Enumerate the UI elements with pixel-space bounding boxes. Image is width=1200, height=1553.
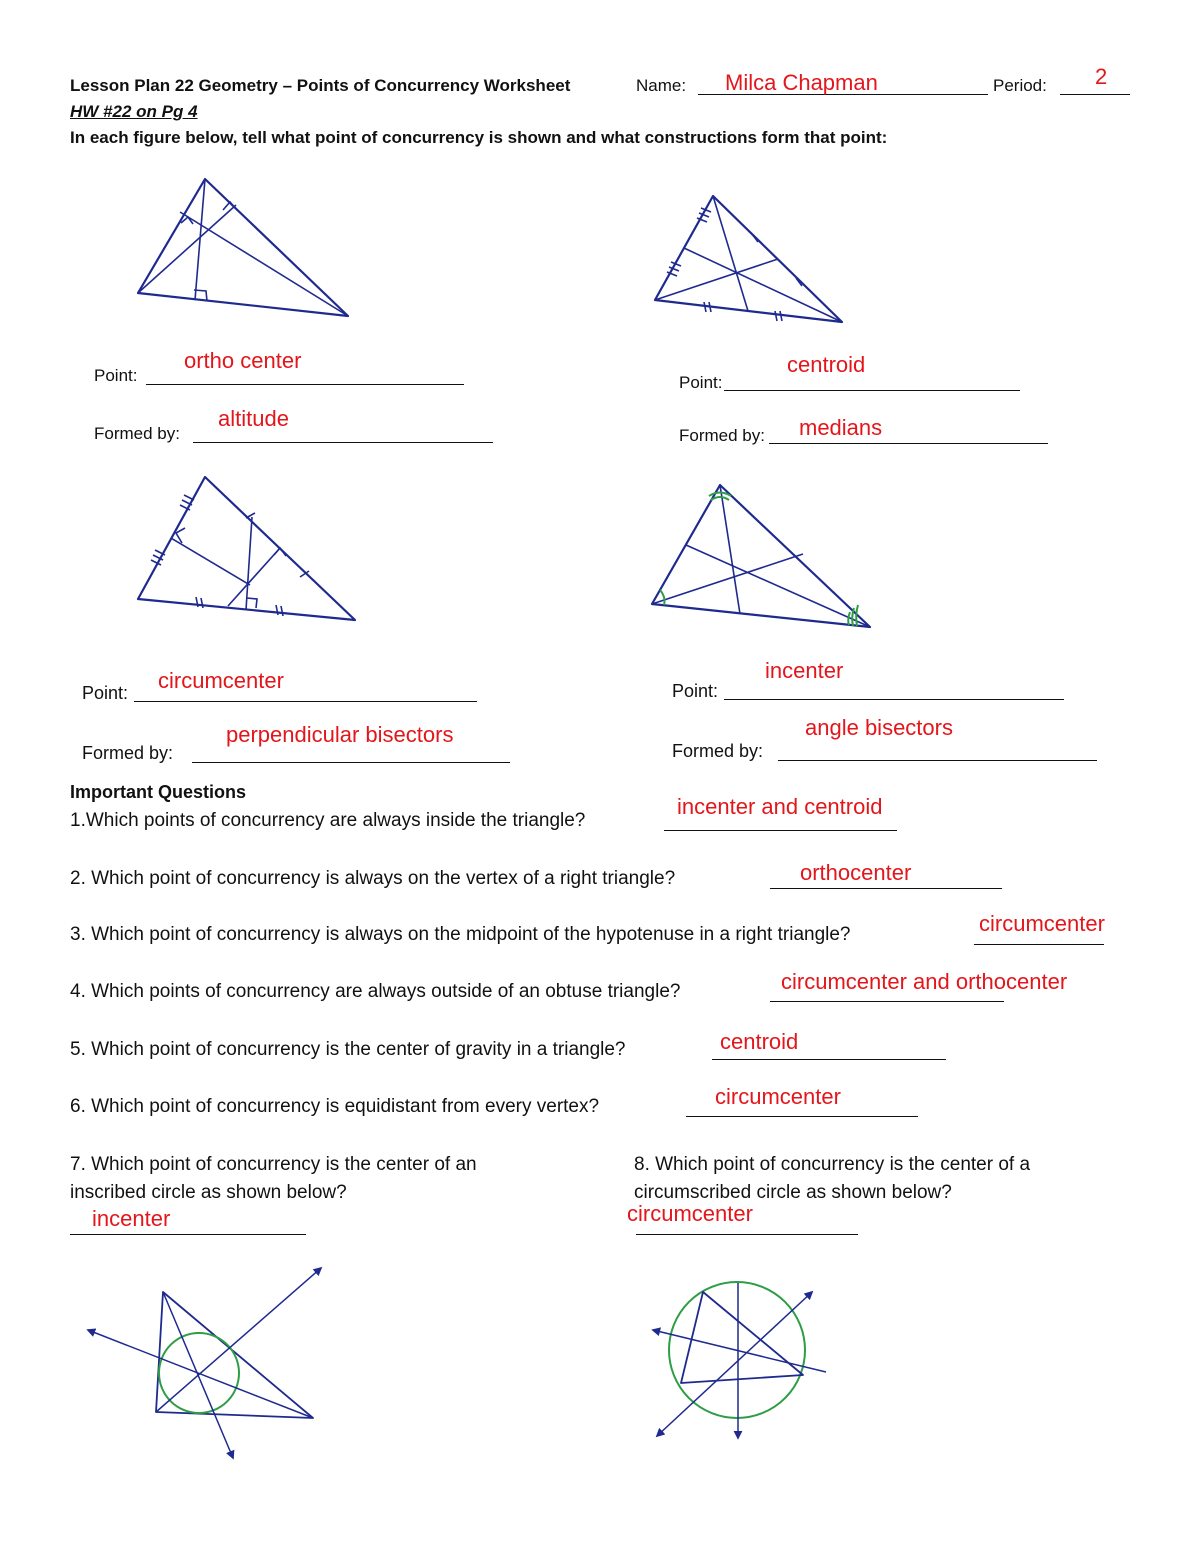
period-label: Period: [993, 76, 1047, 95]
question-7-line2: inscribed circle as shown below? [70, 1182, 347, 1203]
question-2-answer[interactable]: orthocenter [800, 860, 912, 885]
homework-note: HW #22 on Pg 4 [70, 102, 198, 121]
question-5-answer[interactable]: centroid [720, 1029, 799, 1054]
question-3: 3. Which point of concurrency is always on the midpoint of the hypotenuse in a right triangle? [70, 924, 851, 945]
fig4-formed-label: Formed by: [672, 741, 764, 761]
fig2-point-label: Point: [679, 373, 723, 392]
question-2: 2. Which point of concurrency is always on the vertex of a right triangle? [70, 868, 676, 889]
name-label: Name: [636, 76, 687, 95]
worksheet-title: Lesson Plan 22 Geometry – Points of Concurrency Worksheet [70, 76, 571, 95]
fig2-formed-answer[interactable]: medians [799, 415, 883, 440]
question-4-answer[interactable]: circumcenter and orthocenter [781, 969, 1068, 994]
questions-heading: Important Questions [70, 782, 247, 802]
fig4-point-label: Point: [672, 681, 719, 701]
question-1-answer[interactable]: incenter and centroid [677, 794, 883, 819]
question-7-answer[interactable]: incenter [92, 1206, 171, 1231]
fig3-formed-answer[interactable]: perpendicular bisectors [226, 722, 454, 747]
instructions: In each figure below, tell what point of concurrency is shown and what constructions form that point: [70, 128, 888, 147]
period-answer[interactable]: 2 [1095, 64, 1108, 89]
fig3-point-answer[interactable]: circumcenter [158, 668, 284, 693]
fig1-point-answer[interactable]: ortho center [184, 348, 302, 373]
question-5: 5. Which point of concurrency is the center of gravity in a triangle? [70, 1039, 626, 1060]
question-4: 4. Which points of concurrency are always outside of an obtuse triangle? [70, 981, 681, 1002]
question-3-answer[interactable]: circumcenter [979, 911, 1105, 936]
question-6-answer[interactable]: circumcenter [715, 1084, 841, 1109]
question-1: 1.Which points of concurrency are always inside the triangle? [70, 810, 586, 831]
fig1-point-label: Point: [94, 366, 138, 385]
fig4-point-answer[interactable]: incenter [765, 658, 844, 683]
question-7-line1: 7. Which point of concurrency is the center of an [70, 1154, 477, 1175]
fig3-formed-label: Formed by: [82, 743, 174, 763]
fig1-formed-answer[interactable]: altitude [218, 406, 289, 431]
fig2-point-answer[interactable]: centroid [787, 352, 866, 377]
question-8-answer[interactable]: circumcenter [627, 1201, 753, 1226]
fig3-point-label: Point: [82, 683, 129, 703]
fig4-formed-answer[interactable]: angle bisectors [805, 715, 953, 740]
fig1-formed-label: Formed by: [94, 424, 180, 443]
name-answer[interactable]: Milca Chapman [725, 70, 878, 95]
question-8-line2: circumscribed circle as shown below? [634, 1182, 952, 1203]
question-6: 6. Which point of concurrency is equidistant from every vertex? [70, 1096, 600, 1117]
question-8-line1: 8. Which point of concurrency is the center of a [634, 1154, 1031, 1175]
fig2-formed-label: Formed by: [679, 426, 765, 445]
